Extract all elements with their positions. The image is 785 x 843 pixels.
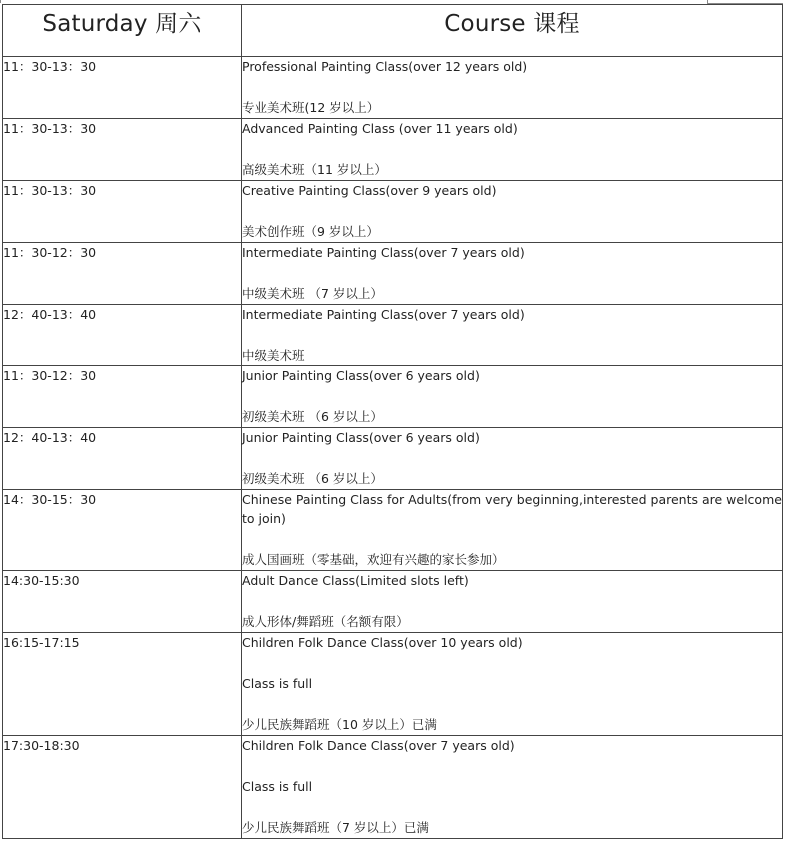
course-line: Adult Dance Class(Limited slots left) bbox=[242, 573, 469, 588]
course-cell bbox=[242, 366, 783, 428]
schedule-row bbox=[3, 490, 783, 571]
course-line: 中级美术班 bbox=[242, 348, 305, 363]
course-line: 成人国画班（零基础，欢迎有兴趣的家长参加） bbox=[242, 552, 505, 567]
course-cell bbox=[242, 633, 783, 736]
time-cell: 11：30-13：30 bbox=[3, 181, 242, 243]
line-spacer bbox=[242, 590, 782, 612]
course-line: 初级美术班 （6 岁以上） bbox=[242, 409, 383, 424]
course-cell bbox=[242, 490, 783, 571]
line-spacer bbox=[242, 796, 782, 818]
course-cell bbox=[242, 428, 783, 490]
course-line: 高级美术班（11 岁以上） bbox=[242, 162, 387, 177]
schedule-row bbox=[3, 243, 783, 305]
line-spacer bbox=[242, 200, 782, 222]
course-cell bbox=[242, 181, 783, 243]
header-row bbox=[3, 5, 783, 57]
course-line: Intermediate Painting Class(over 7 years old) bbox=[242, 245, 525, 260]
course-cell bbox=[242, 305, 783, 366]
course-line: Junior Painting Class(over 6 years old) bbox=[242, 368, 480, 383]
course-line: Children Folk Dance Class(over 10 years old) bbox=[242, 635, 523, 650]
line-spacer bbox=[242, 138, 782, 160]
course-line: 少儿民族舞蹈班（10 岁以上）已满 bbox=[242, 717, 437, 732]
schedule-row bbox=[3, 57, 783, 119]
course-line: 成人形体/舞蹈班（名额有限） bbox=[242, 614, 409, 629]
schedule-row bbox=[3, 571, 783, 633]
time-cell: 12：40-13：40 bbox=[3, 428, 242, 490]
time-cell: 11：30-13：30 bbox=[3, 119, 242, 181]
course-cell bbox=[242, 243, 783, 305]
course-line: Junior Painting Class(over 6 years old) bbox=[242, 430, 480, 445]
schedule-rows bbox=[3, 57, 783, 839]
schedule-row bbox=[3, 366, 783, 428]
line-spacer bbox=[242, 755, 782, 777]
time-cell: 14：30-15：30 bbox=[3, 490, 242, 571]
page-corner-mark-left bbox=[0, 0, 1, 3]
time-cell: 14:30-15:30 bbox=[3, 571, 242, 633]
course-cell bbox=[242, 119, 783, 181]
course-line: Children Folk Dance Class(over 7 years old) bbox=[242, 738, 515, 753]
schedule-table bbox=[2, 4, 783, 839]
course-column-header: Course 课程 bbox=[242, 5, 783, 57]
course-line: Professional Painting Class(over 12 years old) bbox=[242, 59, 528, 74]
line-spacer bbox=[242, 652, 782, 674]
course-line: 少儿民族舞蹈班（7 岁以上）已满 bbox=[242, 820, 429, 835]
course-line: Chinese Painting Class for Adults(from very beginning,interested parents are welcome to join) bbox=[242, 492, 782, 526]
course-line: 美术创作班（9 岁以上） bbox=[242, 224, 379, 239]
schedule-row bbox=[3, 181, 783, 243]
course-line: Creative Painting Class(over 9 years old) bbox=[242, 183, 497, 198]
line-spacer bbox=[242, 447, 782, 469]
schedule-row bbox=[3, 736, 783, 839]
course-line: 中级美术班 （7 岁以上） bbox=[242, 286, 383, 301]
time-cell: 16:15-17:15 bbox=[3, 633, 242, 736]
course-line: 专业美术班(12 岁以上） bbox=[242, 100, 380, 115]
course-line: Class is full bbox=[242, 676, 313, 691]
line-spacer bbox=[242, 385, 782, 407]
time-cell: 11：30-12：30 bbox=[3, 366, 242, 428]
line-spacer bbox=[242, 528, 782, 550]
time-cell: 17:30-18:30 bbox=[3, 736, 242, 839]
course-cell bbox=[242, 57, 783, 119]
course-line: Intermediate Painting Class(over 7 years old) bbox=[242, 307, 525, 322]
line-spacer bbox=[242, 693, 782, 715]
schedule-row bbox=[3, 305, 783, 366]
line-spacer bbox=[242, 324, 782, 346]
course-line: Class is full bbox=[242, 779, 313, 794]
course-cell bbox=[242, 571, 783, 633]
schedule-row bbox=[3, 119, 783, 181]
day-column-header: Saturday 周六 bbox=[3, 5, 242, 57]
course-line: Advanced Painting Class (over 11 years old) bbox=[242, 121, 518, 136]
course-line: 初级美术班 （6 岁以上） bbox=[242, 471, 383, 486]
line-spacer bbox=[242, 262, 782, 284]
time-cell: 11：30-12：30 bbox=[3, 243, 242, 305]
course-cell bbox=[242, 736, 783, 839]
time-cell: 11：30-13：30 bbox=[3, 57, 242, 119]
time-cell: 12：40-13：40 bbox=[3, 305, 242, 366]
schedule-row bbox=[3, 428, 783, 490]
schedule-row bbox=[3, 633, 783, 736]
line-spacer bbox=[242, 76, 782, 98]
